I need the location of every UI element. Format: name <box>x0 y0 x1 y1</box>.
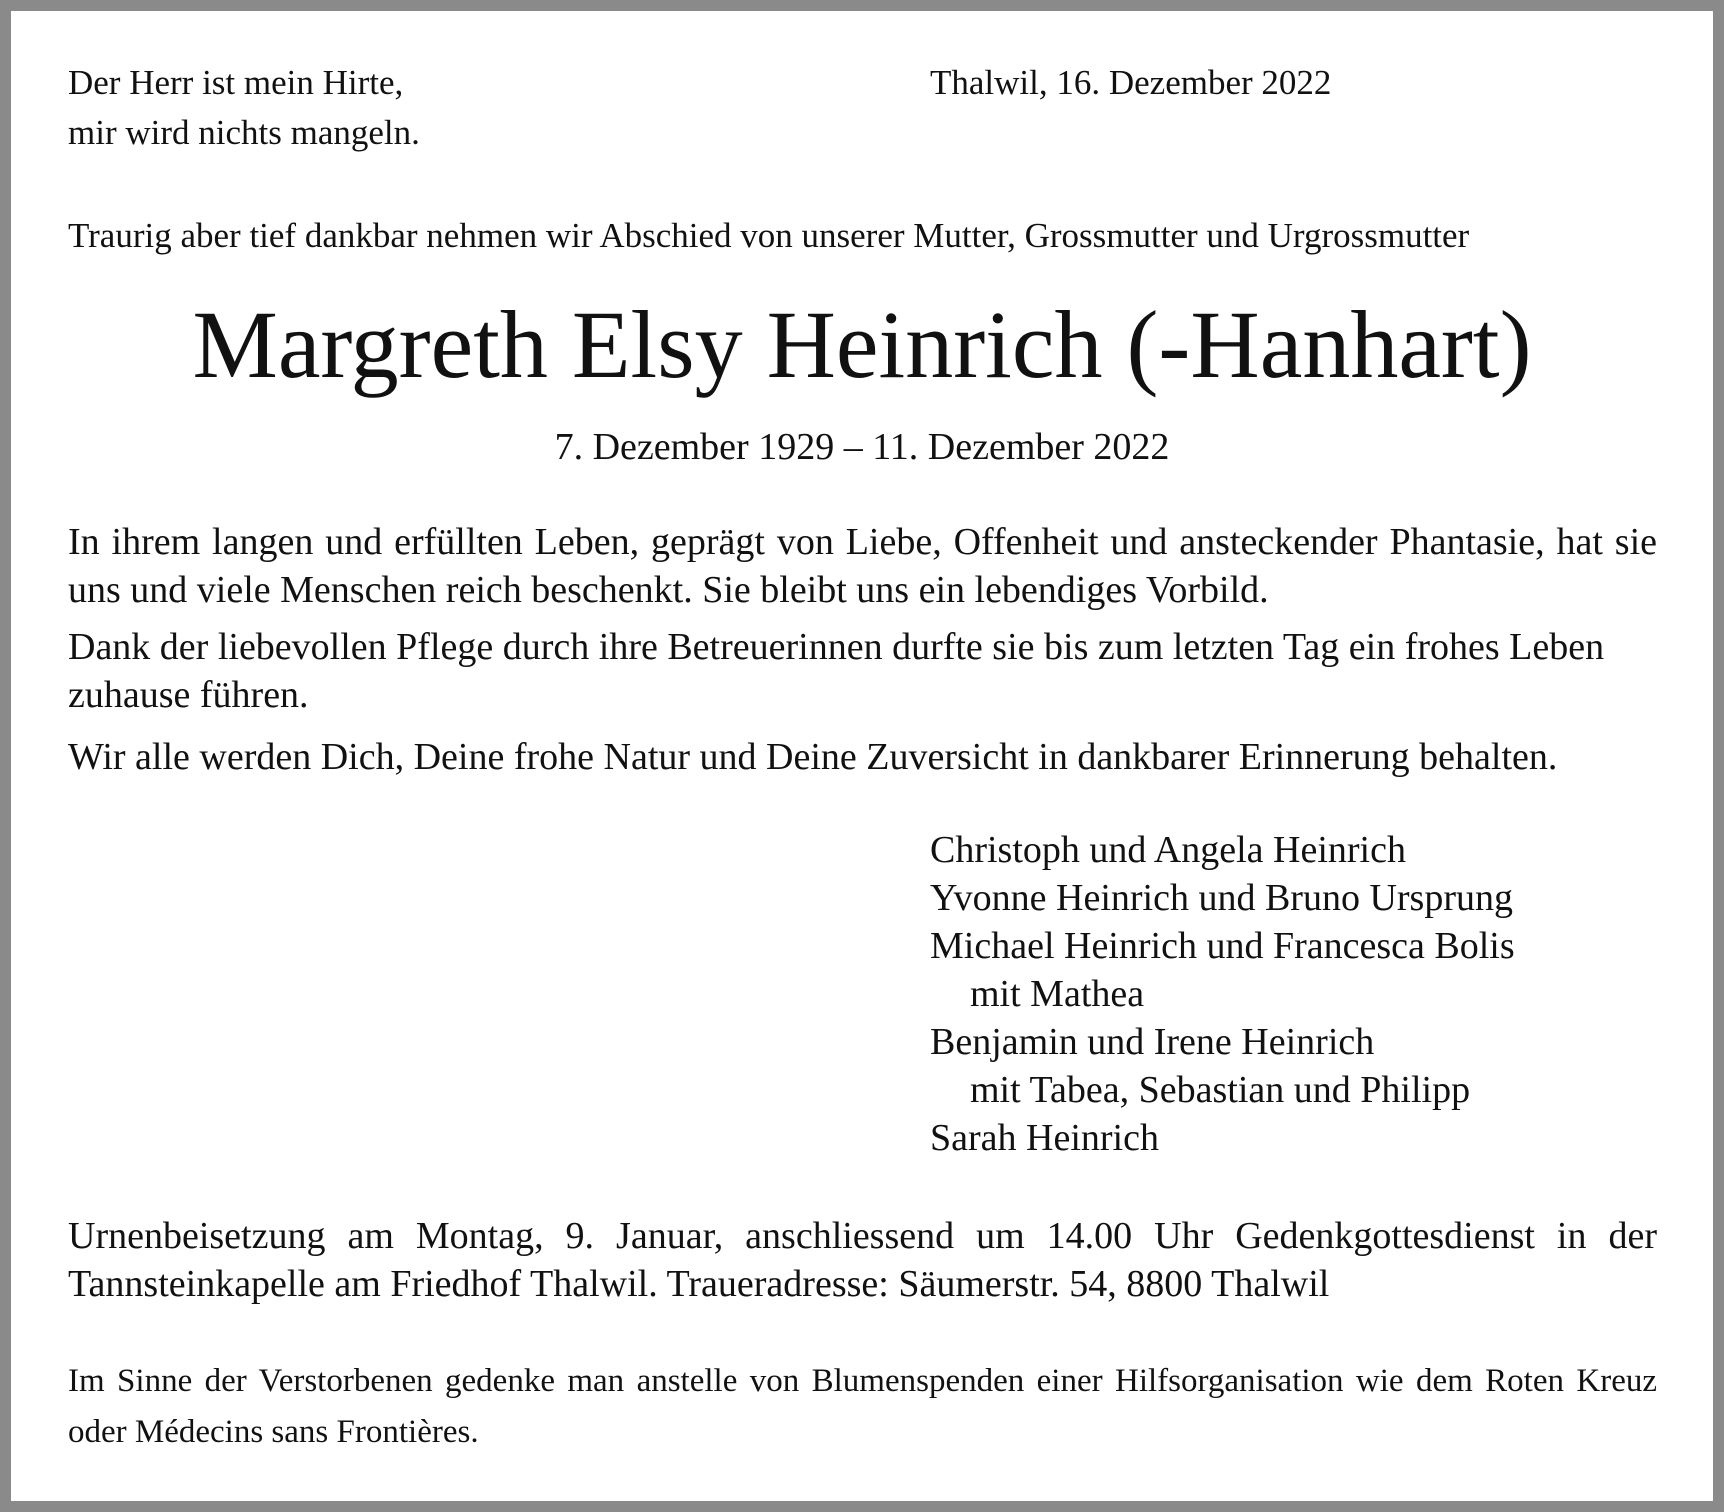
intro-text: Traurig aber tief dankbar nehmen wir Abschied von unserer Mutter, Grossmutter und Urgrossmutter <box>68 216 1470 255</box>
paragraph-care: Dank der liebevollen Pflege durch ihre Betreuerinnen durfte sie bis zum letzten Tag ein frohes Leben zuhause führen. <box>68 626 1605 716</box>
signer: Christoph und Angela Heinrich <box>930 829 1406 871</box>
lifespan-dates: 7. Dezember 1929 – 11. Dezember 2022 <box>554 426 1170 468</box>
psalm-line-2: mir wird nichts mangeln. <box>68 113 420 152</box>
psalm-quote <box>68 58 420 158</box>
signer-child: mit Tabea, Sebastian und Philipp <box>970 1069 1471 1111</box>
dateline: Thalwil, 16. Dezember 2022 <box>930 63 1332 102</box>
signer: Benjamin und Irene Heinrich <box>930 1021 1375 1063</box>
signer: Michael Heinrich und Francesca Bolis <box>930 925 1515 967</box>
signer: Yvonne Heinrich und Bruno Ursprung <box>930 877 1513 919</box>
paragraph-remembrance: Wir alle werden Dich, Deine frohe Natur und Deine Zuversicht in dankbarer Erinnerung behalten. <box>68 736 1558 778</box>
donation-notice: Im Sinne der Verstorbenen gedenke man anstelle von Blumenspenden einer Hilfsorganisation wie dem Roten Kreuz oder Médecins sans Frontières. <box>68 1363 1657 1450</box>
signer: Sarah Heinrich <box>930 1117 1159 1159</box>
signer-child: mit Mathea <box>970 973 1145 1015</box>
signers-list <box>930 826 1515 1162</box>
paragraph-life: In ihrem langen und erfüllten Leben, geprägt von Liebe, Offenheit und ansteckender Phantasie, hat sie uns und viele Menschen reich beschenkt. Sie bleibt uns ein lebendiges Vorbild. <box>68 521 1657 611</box>
deceased-name: Margreth Elsy Heinrich (-Hanhart) <box>192 291 1532 398</box>
burial-notice: Urnenbeisetzung am Montag, 9. Januar, anschliessend um 14.00 Uhr Gedenkgottesdienst in der Tannsteinkapelle am Friedhof Thalwil. Traueradresse: Säumerstr. 54, 8800 Thalwil <box>68 1215 1657 1305</box>
psalm-line-1: Der Herr ist mein Hirte, <box>68 63 404 102</box>
